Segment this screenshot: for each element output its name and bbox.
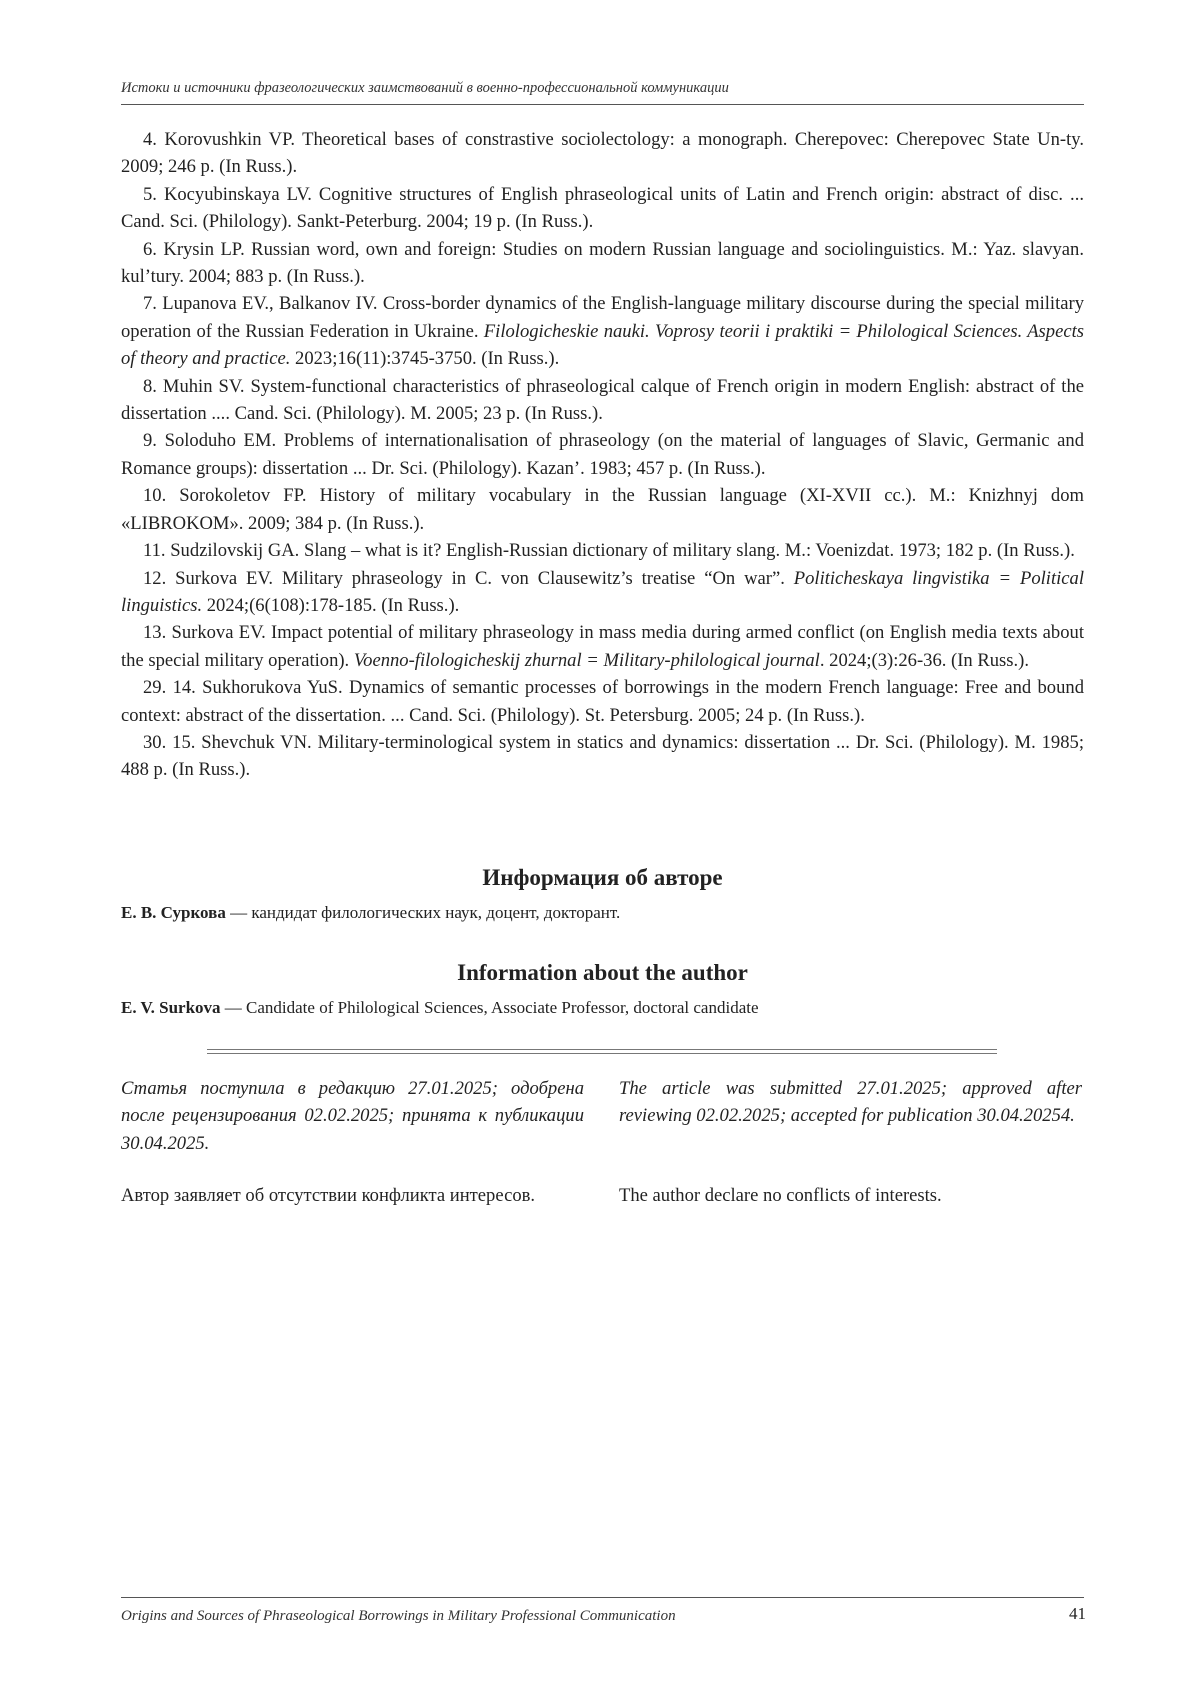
reference-item bbox=[121, 674, 1084, 729]
reference-item bbox=[121, 565, 1084, 620]
conflict-statement-ru: Автор заявляет об отсутствии конфликта интересов. bbox=[121, 1185, 536, 1206]
reference-text: 5. Kocyubinskaya LV. Cognitive structures of English phraseological units of Latin and French origin: abstract of disc. ... Cand. Sci. (Philology). Sankt-Peterburg. 2004; 19 p. (In Russ.). bbox=[121, 183, 1084, 233]
reference-tail: 2024;(6(108):178-185. (In Russ.). bbox=[202, 594, 460, 616]
footer-title: Origins and Sources of Phraseological Borrowings in Military Professional Communication bbox=[121, 1608, 676, 1624]
submission-dates-ru: Статья поступила в редакцию 27.01.2025; одобрена после рецензирования 02.02.2025; принята к публикации 30.04.2025. bbox=[121, 1078, 584, 1154]
reference-journal: Politicheskaya lingvistika = Political linguistics. bbox=[121, 567, 1084, 616]
author-line-en bbox=[121, 998, 1084, 1018]
reference-item bbox=[121, 619, 1084, 674]
author-description-ru: — кандидат филологических наук, доцент, докторант. bbox=[225, 903, 621, 922]
submission-dates-en: The article was submitted 27.01.2025; approved after reviewing 02.02.2025; accepted for publication 30.04.20254. bbox=[619, 1078, 1082, 1127]
reference-text: 8. Muhin SV. System-functional characteristics of phraseological calque of French origin in modern English: abstract of the dissertation .... Cand. Sci. (Philology). M. 2005; 23 p. (In Russ.). bbox=[121, 375, 1084, 425]
author-info-heading-en: Information about the author bbox=[457, 960, 748, 985]
reference-text: 10. Sorokoletov FP. History of military vocabulary in the Russian language (XI-XVII cc.). M.: Knizhnyj dom «LIBROKOM». 2009; 384 p. (In Russ.). bbox=[121, 485, 1084, 534]
conflict-statement-en: The author declare no conflicts of interests. bbox=[619, 1185, 942, 1206]
reference-item bbox=[121, 181, 1084, 236]
reference-journal: Filologicheskie nauki. Voprosy teorii i praktiki = Philological Sciences. Aspects of theory and practice. bbox=[121, 320, 1085, 370]
reference-item bbox=[121, 290, 1084, 372]
reference-text: 29. 14. Sukhorukova YuS. Dynamics of semantic processes of borrowings in the modern French language: Free and bound context: abstract of the dissertation. ... Cand. Sci. (Philology). St. Petersburg. 2005; 24 p. (In Russ.). bbox=[121, 677, 1084, 726]
author-info-heading-ru: Информация об авторе bbox=[482, 865, 723, 890]
section-divider bbox=[207, 1049, 997, 1054]
reference-text: 7. Lupanova EV., Balkanov IV. Cross-border dynamics of the English-language military discourse during the special military operation of the Russian Federation in Ukraine. bbox=[121, 293, 1084, 342]
author-line-ru bbox=[121, 903, 1084, 923]
reference-item bbox=[121, 126, 1084, 181]
reference-item bbox=[121, 729, 1084, 784]
running-title: Истоки и источники фразеологических заимствований в военно-профессиональной коммуникации bbox=[121, 80, 729, 96]
reference-item bbox=[121, 427, 1084, 482]
reference-text: 13. Surkova EV. Impact potential of military phraseology in mass media during armed conflict (on English media texts about the special military operation). bbox=[121, 622, 1084, 671]
reference-list bbox=[121, 126, 1084, 784]
author-name-en: E. V. Surkova bbox=[121, 998, 221, 1017]
reference-text: 9. Soloduho EM. Problems of internationalisation of phraseology (on the material of languages of Slavic, Germanic and Romance groups): dissertation ... Dr. Sci. (Philology). Kazan’. 1983; 457 p. (In Russ.). bbox=[121, 430, 1084, 479]
reference-text: 12. Surkova EV. Military phraseology in C. von Clausewitz’s treatise “On war”. bbox=[143, 567, 794, 589]
reference-journal: Voenno-filologicheskij zhurnal = Military-philological journal bbox=[353, 649, 820, 671]
footer-rule bbox=[121, 1597, 1084, 1598]
reference-tail: . 2024;(3):26-36. (In Russ.). bbox=[819, 649, 1030, 671]
reference-item bbox=[121, 236, 1084, 291]
reference-text: 11. Sudzilovskij GA. Slang – what is it? English-Russian dictionary of military slang. M.: Voenizdat. 1973; 182 p. (In Russ.). bbox=[143, 540, 1075, 562]
author-name-ru: Е. В. Суркова bbox=[121, 903, 226, 922]
reference-text: 6. Krysin LP. Russian word, own and foreign: Studies on modern Russian language and sociolinguistics. M.: Yaz. slavyan. kul’tury. 2004; 883 p. (In Russ.). bbox=[121, 238, 1084, 288]
reference-tail: 2023;16(11):3745-3750. (In Russ.). bbox=[290, 348, 560, 370]
reference-item bbox=[121, 537, 1084, 564]
reference-text: 4. Korovushkin VP. Theoretical bases of constrastive sociolectology: a monograph. Cherepovec: Cherepovec State Un-ty. 2009; 246 p. (In Russ.). bbox=[121, 129, 1084, 178]
reference-item bbox=[121, 482, 1084, 537]
reference-text: 30. 15. Shevchuk VN. Military-terminological system in statics and dynamics: dissertation ... Dr. Sci. (Philology). M. 1985; 488 p. (In Russ.). bbox=[121, 731, 1084, 781]
author-description-en: — Candidate of Philological Sciences, Associate Professor, doctoral candidate bbox=[220, 998, 759, 1017]
reference-item bbox=[121, 373, 1084, 428]
page-number: 41 bbox=[1069, 1604, 1086, 1623]
header-rule bbox=[121, 104, 1084, 105]
